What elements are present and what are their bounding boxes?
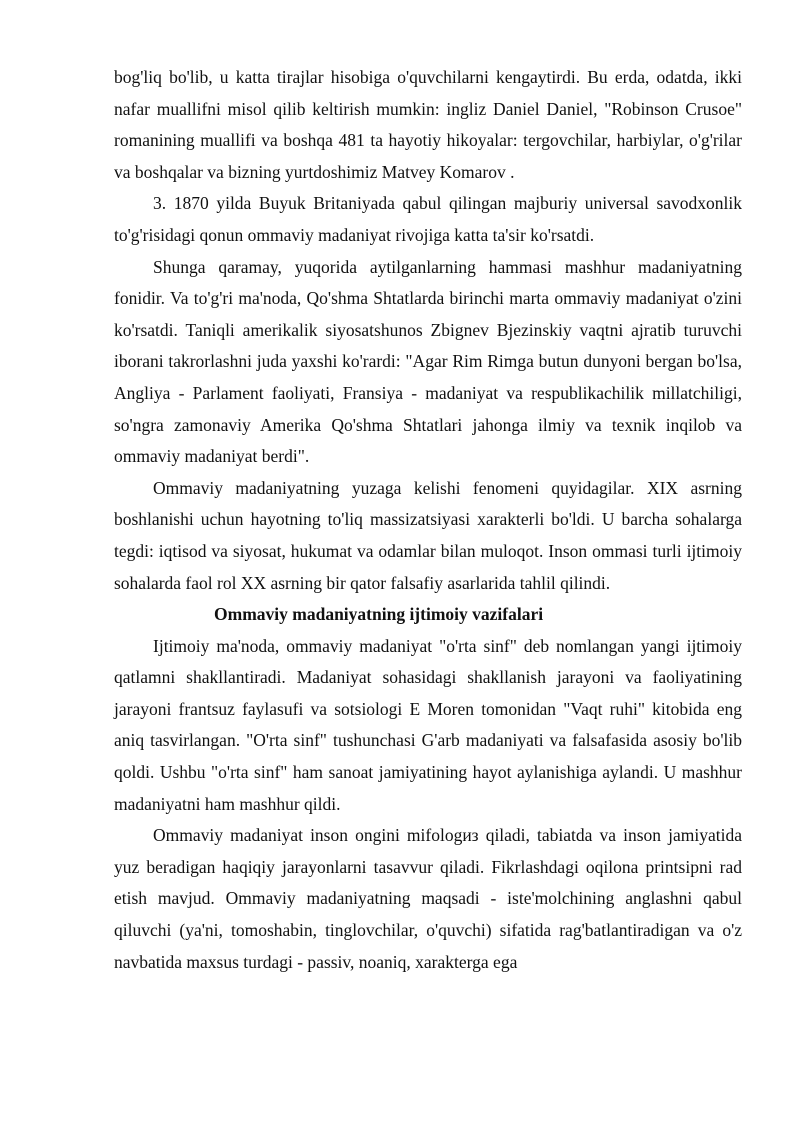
paragraph-5: Ijtimoiy ma'noda, ommaviy madaniyat "o'rta sinf" deb nomlangan yangi ijtimoiy qatlamni shakllantiradi. Madaniyat sohasidagi shakllanish jarayoni va faoliyatining jarayoni frantsuz faylasufi va sotsiologi E Moren tomonidan "Vaqt ruhi" kitobida eng aniq tasvirlangan. "O'rta sinf" tushunchasi G'arb madaniyati va falsafasida asosiy bo'lib qoldi. Ushbu "o'rta sinf" ham sanoat jamiyatining hayot aylanishiga aylandi. U mashhur madaniyatni ham mashhur qildi. bbox=[114, 635, 742, 814]
paragraph-1: bog'liq bo'lib, u katta tirajlar hisobiga o'quvchilarni kengaytirdi. Bu erda, odatda, ikki nafar muallifni misol qilib keltirish mumkin: ingliz Daniel Daniel, "Robinson Crusoe" romanining muallifi va boshqa 481 ta hayotiy hikoyalar: tergovchilar, harbiylar, o'g'rilar va boshqalar va bizning yurtdoshimiz Matvey Komarov . bbox=[114, 67, 742, 182]
paragraph-6: Ommaviy madaniyat inson ongini mifologиз qiladi, tabiatda va inson jamiyatida yuz beradigan haqiqiy jarayonlarni tasavvur qiladi. Fikrlashdagi oqilona printsipni rad etish mavjud. Ommaviy madaniyatning maqsadi - iste'molchining anglashni qabul qiluvchi (ya'ni, tomoshabin, tinglovchilar, o'quvchi) sifatida rag'batlantiradigan va o'z navbatida maxsus turdagi - passiv, noaniq, xarakterga ega bbox=[114, 825, 742, 972]
paragraph-2: 3. 1870 yilda Buyuk Britaniyada qabul qilingan majburiy universal savodxonlik to'g'risidagi qonun ommaviy madaniyat rivojiga katta ta'sir ko'rsatdi. bbox=[114, 193, 742, 245]
section-heading: Ommaviy madaniyatning ijtimoiy vazifalari bbox=[214, 604, 544, 625]
document-page bbox=[114, 62, 742, 978]
paragraph-3: Shunga qaramay, yuqorida aytilganlarning hammasi mashhur madaniyatning fonidir. Va to'g'ri ma'noda, Qo'shma Shtatlarda birinchi marta ommaviy madaniyat o'zini ko'rsatdi. Taniqli amerikalik siyosatshunos Zbignev Bjezinskiy vaqtni ajratib turuvchi iborani takrorlashni juda yaxshi ko'rardi: "Agar Rim Rimga butun dunyoni bergan bo'lsa, Angliya - Parlament faoliyati, Fransiya - madaniyat va respublikachilik millatchiligi, so'ngra zamonaviy Amerika Qo'shma Shtatlari jahonga ilmiy va texnik inqilob va ommaviy madaniyat berdi". bbox=[114, 256, 742, 467]
paragraph-4: Ommaviy madaniyatning yuzaga kelishi fenomeni quyidagilar. XIX asrning boshlanishi uchun hayotning to'liq massizatsiyasi xarakterli bo'ldi. U barcha sohalarga tegdi: iqtisod va siyosat, hukumat va odamlar bilan muloqot. Inson ommasi turli ijtimoiy sohalarda faol rol XX asrning bir qator falsafiy asarlarida tahlil qilindi. bbox=[114, 477, 742, 593]
